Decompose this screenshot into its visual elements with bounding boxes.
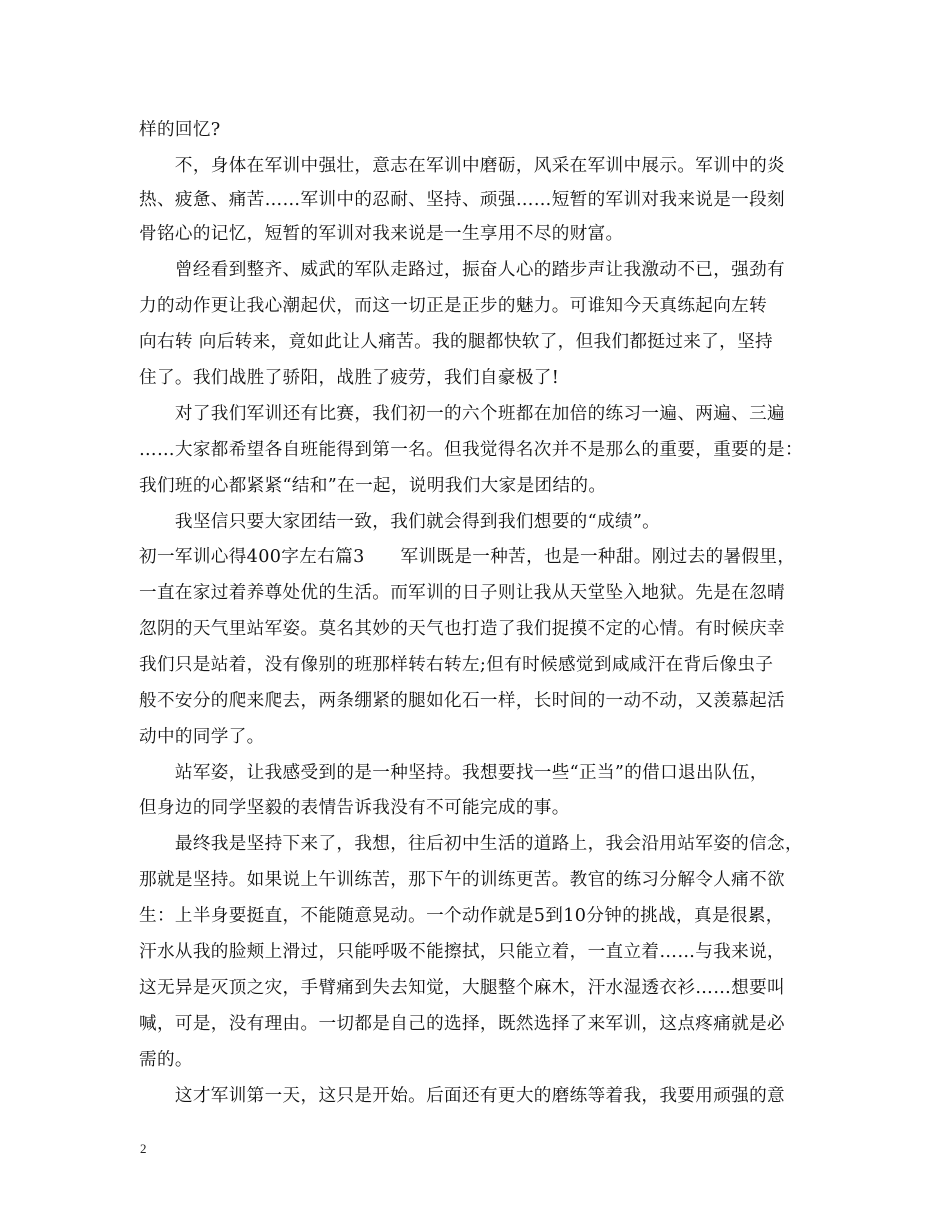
text-line: 忽阴的天气里站军姿。莫名其妙的天气也打造了我们捉摸不定的心情。有时候庆幸 xyxy=(139,619,785,639)
text-line: 样的回忆? xyxy=(139,120,221,140)
text-line: 动中的同学了。 xyxy=(139,727,265,747)
text-line: 这无异是灭顶之灾，手臂痛到失去知觉，大腿整个麻木，汗水湿透衣衫……想要叫 xyxy=(139,978,785,998)
text-line: 我们班的心都紧紧“结和”在一起，说明我们大家是团结的。 xyxy=(139,476,607,496)
text-line: 一直在家过着养尊处优的生活。而军训的日子则让我从天堂坠入地狱。先是在忽晴 xyxy=(139,583,785,603)
text-line: 需的。 xyxy=(139,1050,193,1070)
text-line: 曾经看到整齐、威武的军队走路过，振奋人心的踏步声让我激动不已，强劲有 xyxy=(139,260,785,280)
text-line: 那就是坚持。如果说上午训练苦，那下午的训练更苦。教官的练习分解令人痛不欲 xyxy=(139,870,785,890)
text-line: 般不安分的爬来爬去，两条绷紧的腿如化石一样，长时间的一动不动，又羡慕起活 xyxy=(139,691,785,711)
text-line: 对了我们军训还有比赛，我们初一的六个班都在加倍的练习一遍、两遍、三遍 xyxy=(139,404,785,424)
text-line: 但身边的同学坚毅的表情告诉我没有不可能完成的事。 xyxy=(139,798,570,818)
text-line: 力的动作更让我心潮起伏，而这一切正是正步的魅力。可谁知今天真练起向左转 xyxy=(139,296,768,316)
text-line: 站军姿，让我感受到的是一种坚持。我想要找一些“正当”的借口退出队伍， xyxy=(139,763,768,783)
text-line: 我们只是站着，没有像别的班那样转右转左;但有时候感觉到咸咸汗在背后像虫子 xyxy=(139,655,774,675)
text-line: 汗水从我的脸颊上滑过，只能呼吸不能擦拭，只能立着，一直立着……与我来说， xyxy=(139,942,785,962)
text-line: ……大家都希望各自班能得到第一名。但我觉得名次并不是那么的重要，重要的是： xyxy=(139,440,803,460)
text-line: 骨铭心的记忆，短暂的军训对我来说是一生享用不尽的财富。 xyxy=(139,224,624,244)
text-line: 初一军训心得400字左右篇3 军训既是一种苦，也是一种甜。刚过去的暑假里， xyxy=(139,547,796,567)
text-line: 不，身体在军训中强壮，意志在军训中磨砺，风采在军训中展示。军训中的炎 xyxy=(139,156,785,176)
text-line: 这才军训第一天，这只是开始。后面还有更大的磨练等着我，我要用顽强的意 xyxy=(139,1086,785,1106)
text-line: 最终我是坚持下来了，我想，往后初中生活的道路上，我会沿用站军姿的信念， xyxy=(139,834,803,854)
page-number: 2 xyxy=(140,1141,147,1156)
text-line: 住了。我们战胜了骄阳，战胜了疲劳，我们自豪极了! xyxy=(139,368,560,388)
text-line: 生：上半身要挺直，不能随意晃动。一个动作就是5到10分钟的挑战，真是很累， xyxy=(139,906,784,926)
text-line: 我坚信只要大家团结一致，我们就会得到我们想要的“成绩”。 xyxy=(139,512,661,532)
text-line: 向右转 向后转来，竟如此让人痛苦。我的腿都快软了，但我们都挺过来了，坚持 xyxy=(139,332,773,352)
text-line: 喊，可是，没有理由。一切都是自己的选择，既然选择了来军训，这点疼痛就是必 xyxy=(139,1014,785,1034)
text-line: 热、疲惫、痛苦……军训中的忍耐、坚持、顽强……短暂的军训对我来说是一段刻 xyxy=(139,190,785,210)
